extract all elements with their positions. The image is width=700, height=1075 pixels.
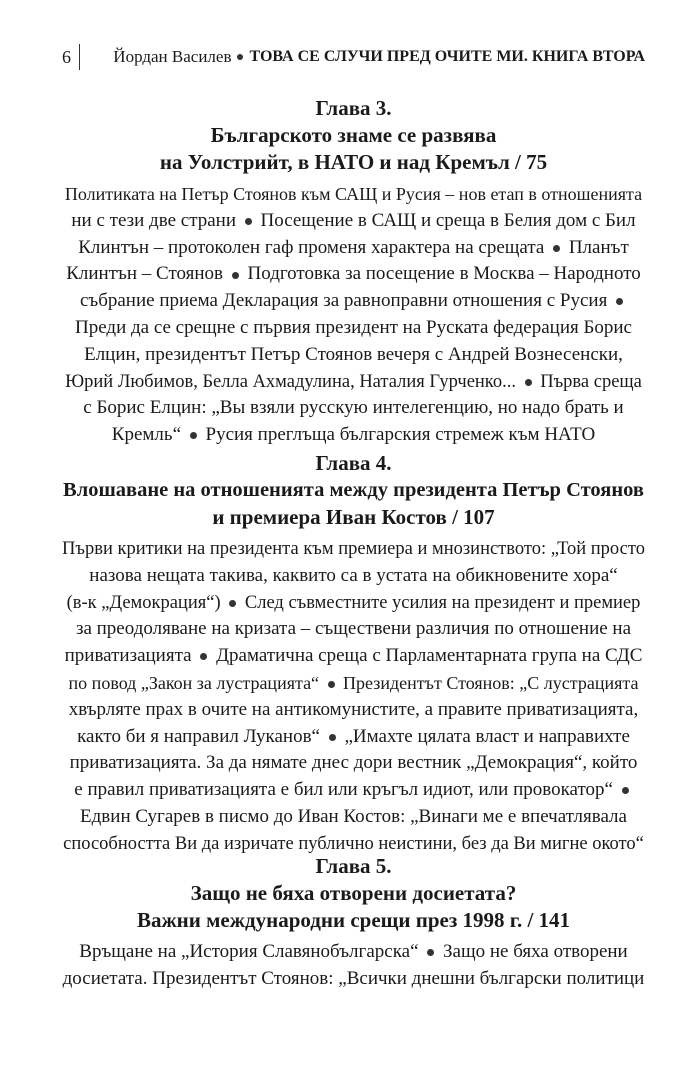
page-number: 6: [62, 46, 71, 67]
bullet-separator-icon: [553, 245, 560, 252]
bullet-separator-icon: [200, 653, 207, 660]
chapter-4: [62, 450, 645, 858]
summary-line: е правил приватизацията е бил или кръгъл идиот, или провокатор“: [62, 777, 645, 804]
chapter-title-line: Влошаване на отношенията между президента Петър Стоянов: [63, 479, 644, 501]
chapter-label: Глава 3.: [315, 96, 392, 120]
chapter-summary: [62, 939, 645, 993]
chapter-title-line: и премиера Иван Костов / 107: [212, 505, 495, 529]
chapter-heading: [62, 95, 645, 176]
author-name: Йордан Василев: [113, 47, 232, 66]
chapter-title-line: на Уолстрийт, в НАТО и над Кремъл / 75: [159, 150, 548, 174]
running-header: [62, 42, 645, 72]
chapter-label: Глава 5.: [315, 854, 392, 878]
summary-line: Връщане на „История Славянобългарска“ Защо не бяха отворени: [79, 941, 628, 962]
chapter-summary: [62, 536, 645, 858]
summary-line: досиетата. Президентът Стоянов: „Всички днешни български политици: [62, 967, 645, 989]
bullet-separator-icon: [622, 787, 629, 794]
summary-line: Клинтън – Стоянов Подготовка за посещение в Москва – Народното: [66, 263, 641, 285]
chapter-title-line: Важни международни срещи през 1998 г. / 141: [136, 908, 571, 932]
summary-line: Юрий Любимов, Белла Ахмадулина, Наталия Гурченко... Първа среща: [65, 371, 642, 392]
summary-line: по повод „Закон за лустрацията“ Президентът Стоянов: „С лустрацията: [68, 672, 639, 693]
summary-line: приватизацията Драматична среща с Парламентарната група на СДС: [64, 645, 643, 667]
book-title: ТОВА СЕ СЛУЧИ ПРЕД ОЧИТЕ МИ. КНИГА ВТОРА: [249, 48, 645, 65]
bullet-separator-icon: [525, 379, 532, 386]
header-divider: [79, 44, 80, 70]
summary-line: Политиката на Петър Стоянов към САЩ и Русия – нов етап в отношенията: [64, 184, 643, 204]
summary-line: назова нещата такива, каквито са в устата на обикновените хора“: [89, 564, 618, 586]
bullet-separator-icon: [190, 432, 197, 439]
summary-line: Първи критики на президента към премиера и мнозинството: „Той просто: [62, 539, 645, 559]
summary-line: Елцин, президентът Петър Стоянов вечеря с Андрей Вознесенски,: [84, 343, 623, 365]
chapter-5: [62, 853, 645, 993]
chapter-heading: [62, 450, 645, 531]
bullet-separator-icon: [328, 681, 335, 688]
chapter-summary: [62, 181, 645, 449]
bullet-separator-icon: [329, 734, 336, 741]
chapter-title-line: Защо не бяха отворени досиетата?: [190, 881, 517, 905]
chapter-3: [62, 95, 645, 449]
summary-line: с Борис Елцин: „Вы взяли русскую интелегенцию, но надо брать и: [83, 397, 624, 419]
bullet-separator-icon: [232, 272, 239, 279]
bullet-separator-icon: [427, 949, 434, 956]
chapter-label: Глава 4.: [315, 451, 392, 475]
running-title: [113, 47, 645, 67]
summary-line: за преодоляване на кризата – съществени различия по отношение на: [75, 618, 632, 640]
bullet-separator-icon: [229, 600, 236, 607]
summary-line: Клинтън – протоколен гаф променя характера на срещата Планът: [78, 236, 629, 258]
bullet-separator-icon: [245, 218, 252, 225]
summary-line: Преди да се срещне с първия президент на Руската федерация Борис: [75, 316, 632, 338]
summary-line: (в-к „Демокрация“) След съвместните усилия на президент и премиер: [66, 592, 641, 613]
summary-line: ни с тези две страни Посещение в САЩ и среща в Белия дом с Бил: [71, 209, 636, 231]
summary-line: Кремль“ Русия преглъща българския стремеж към НАТО: [111, 424, 596, 446]
summary-line: хвърляте прах в очите на антикомунистите, а правите приватизацията,: [68, 698, 639, 720]
chapter-heading: [62, 853, 645, 934]
summary-line: приватизацията. За да нямате днес дори вестник „Демокрация“, който: [69, 752, 638, 774]
bullet-separator-icon: [616, 298, 623, 305]
chapter-title-line: Българското знаме се развява: [210, 123, 497, 147]
summary-line: Едвин Сугарев в писмо до Иван Костов: „Винаги ме е впечатлявала: [80, 805, 627, 827]
summary-line: способността Ви да изричате публично неистини, без да Ви мигне окото“: [63, 833, 644, 854]
bullet-icon: [237, 54, 243, 60]
summary-line: както би я направил Луканов“ „Имахте цялата власт и направихте: [77, 725, 630, 747]
summary-line: събрание приема Декларация за равноправни отношения с Русия: [62, 288, 645, 315]
